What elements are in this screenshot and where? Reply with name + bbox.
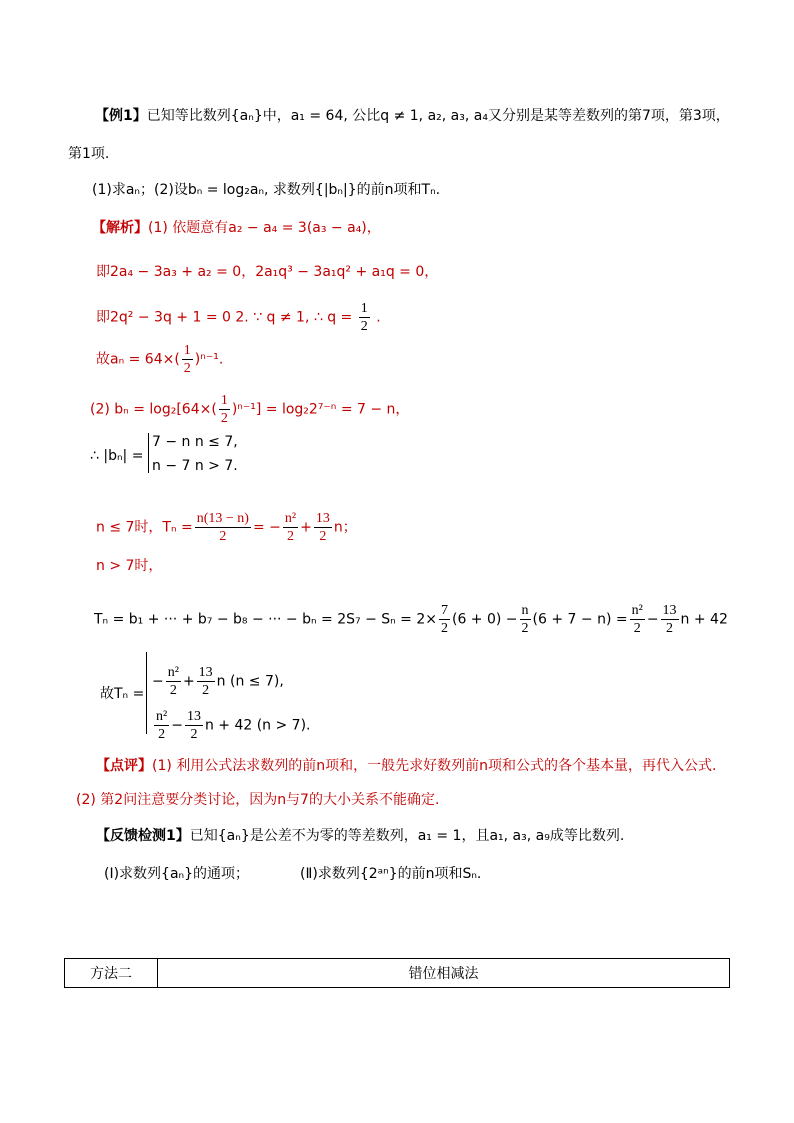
solution-p9e: n + 42 [680,611,728,628]
solution-p9b: (6 + 0) − [451,611,518,628]
tn-brace [146,652,147,734]
method-row [65,959,730,988]
solution-p5b: )ⁿ⁻¹] = log₂2⁷⁻ⁿ = 7 − n， [231,401,410,418]
comment-line1 [96,756,716,776]
method-name: 错位相减法 [158,959,730,988]
feedback-q2: (Ⅱ)求数列{2ᵃⁿ}的前n项和Sₙ. [300,866,482,882]
frac-13-a: $\frac{13}{2}$ [315,511,330,544]
feedback-l1: 已知{aₙ}是公差不为零的等差数列，a₁ = 1，且a₁, a₃, a₉成等比数列. [189,828,625,844]
frac-nsq-b: $\frac{\text{n²}}{2}$ [631,603,643,636]
solution-line7 [96,510,357,545]
solution-p5a: (2) bₙ = log₂[64×( [90,401,217,418]
solution-line3 [96,300,381,335]
solution-p1: (1) 依题意有a₂ − a₄ = 3(a₃ − a₄)， [148,220,381,236]
method-table [64,958,730,988]
example-line2: 第1项. [68,146,110,162]
method-number: 方法二 [65,959,158,988]
frac-t1: $\frac{n(13 - n)}{2}$ [196,511,249,544]
frac-13-d: $\frac{13}{2}$ [186,709,201,742]
solution-p6a: ∴ |bₙ| = [90,448,144,464]
frac-13-b: $\frac{13}{2}$ [662,603,677,636]
frac-half-b: $\frac{1}{2}$ [220,393,228,426]
solution-p4b: )ⁿ⁻¹. [194,351,224,368]
solution-p3b: 2. ∵ q ≠ 1, ∴ q = [235,309,353,326]
solution-p7b: = − [252,519,281,536]
solution-p4a: 故aₙ = 64×( [96,351,180,368]
solution-line4 [96,342,223,377]
tn-r1-minus: − [152,673,164,690]
solution-p3a: 即2q² − 3q + 1 = 0 [96,309,231,326]
solution-p7c: + [300,519,312,536]
solution-p7d: n； [333,519,357,536]
solution-p9c: (6 + 7 − n) = [532,611,628,628]
example-line1: 已知等比数列{aₙ}中，a₁ = 64, 公比q ≠ 1, a₂, a₃, a₄又分别是某等差数列的第7项，第3项， [146,108,730,124]
solution-p9a: Tₙ = b₁ + ··· + b₇ − b₈ − ··· − bₙ = 2S₇ − Sₙ = 2× [94,611,437,628]
frac-nsq-c: $\frac{\text{n²}}{2}$ [167,665,179,698]
frac-n: $\frac{n}{2}$ [521,603,529,636]
solution-line1 [92,218,381,238]
tn-r2-minus: − [171,717,183,734]
abs-brace [148,433,149,473]
solution-p3c: . [376,309,381,326]
solution-line5 [90,392,409,427]
feedback-line1 [96,826,624,846]
tn-row1 [152,664,284,699]
example-tag: 【例1】 [95,108,147,124]
frac-seven: $\frac{7}{2}$ [440,603,448,636]
tn-r1-rest: n (n ≤ 7), [216,673,284,690]
tn-r1-plus: + [182,673,195,690]
tn-r2-rest: n + 42 (n > 7). [204,717,311,734]
example-header [95,106,730,126]
solution-tag: 【解析】 [92,220,148,236]
solution-p8: n > 7时， [96,558,163,574]
comment-l1: (1) 利用公式法求数列的前n项和，一般先求好数列前n项和公式的各个基本量，再代入公式. [152,758,717,774]
solution-p6c: n − 7 n > 7. [152,458,238,474]
frac-nsq-a: $\frac{\text{n²}}{2}$ [284,511,297,544]
feedback-q1: (Ⅰ)求数列{aₙ}的通项； [104,866,250,882]
solution-line9 [94,602,728,637]
example-question: (1)求aₙ；(2)设bₙ = log₂aₙ, 求数列{|bₙ|}的前n项和Tₙ. [92,182,441,198]
feedback-tag: 【反馈检测1】 [96,828,190,844]
frac-nsq-d: $\frac{\text{n²}}{2}$ [156,709,168,742]
frac-half-q: $\frac{1}{2}$ [360,301,368,334]
solution-p2: 即2a₄ − 3a₃ + a₂ = 0，2a₁q³ − 3a₁q² + a₁q = 0， [96,264,439,280]
frac-13-c: $\frac{13}{2}$ [198,665,213,698]
solution-p7a: n ≤ 7时，Tₙ = [96,519,193,536]
tn-row2 [152,708,311,743]
comment-tag: 【点评】 [96,758,152,774]
solution-p10: 故Tₙ = [100,686,145,702]
frac-half-a: $\frac{1}{2}$ [183,343,191,376]
solution-p6b: 7 − n n ≤ 7, [152,434,238,450]
comment-l2: (2) 第2问注意要分类讨论，因为n与7的大小关系不能确定. [76,792,440,808]
solution-p9d: − [646,611,659,628]
